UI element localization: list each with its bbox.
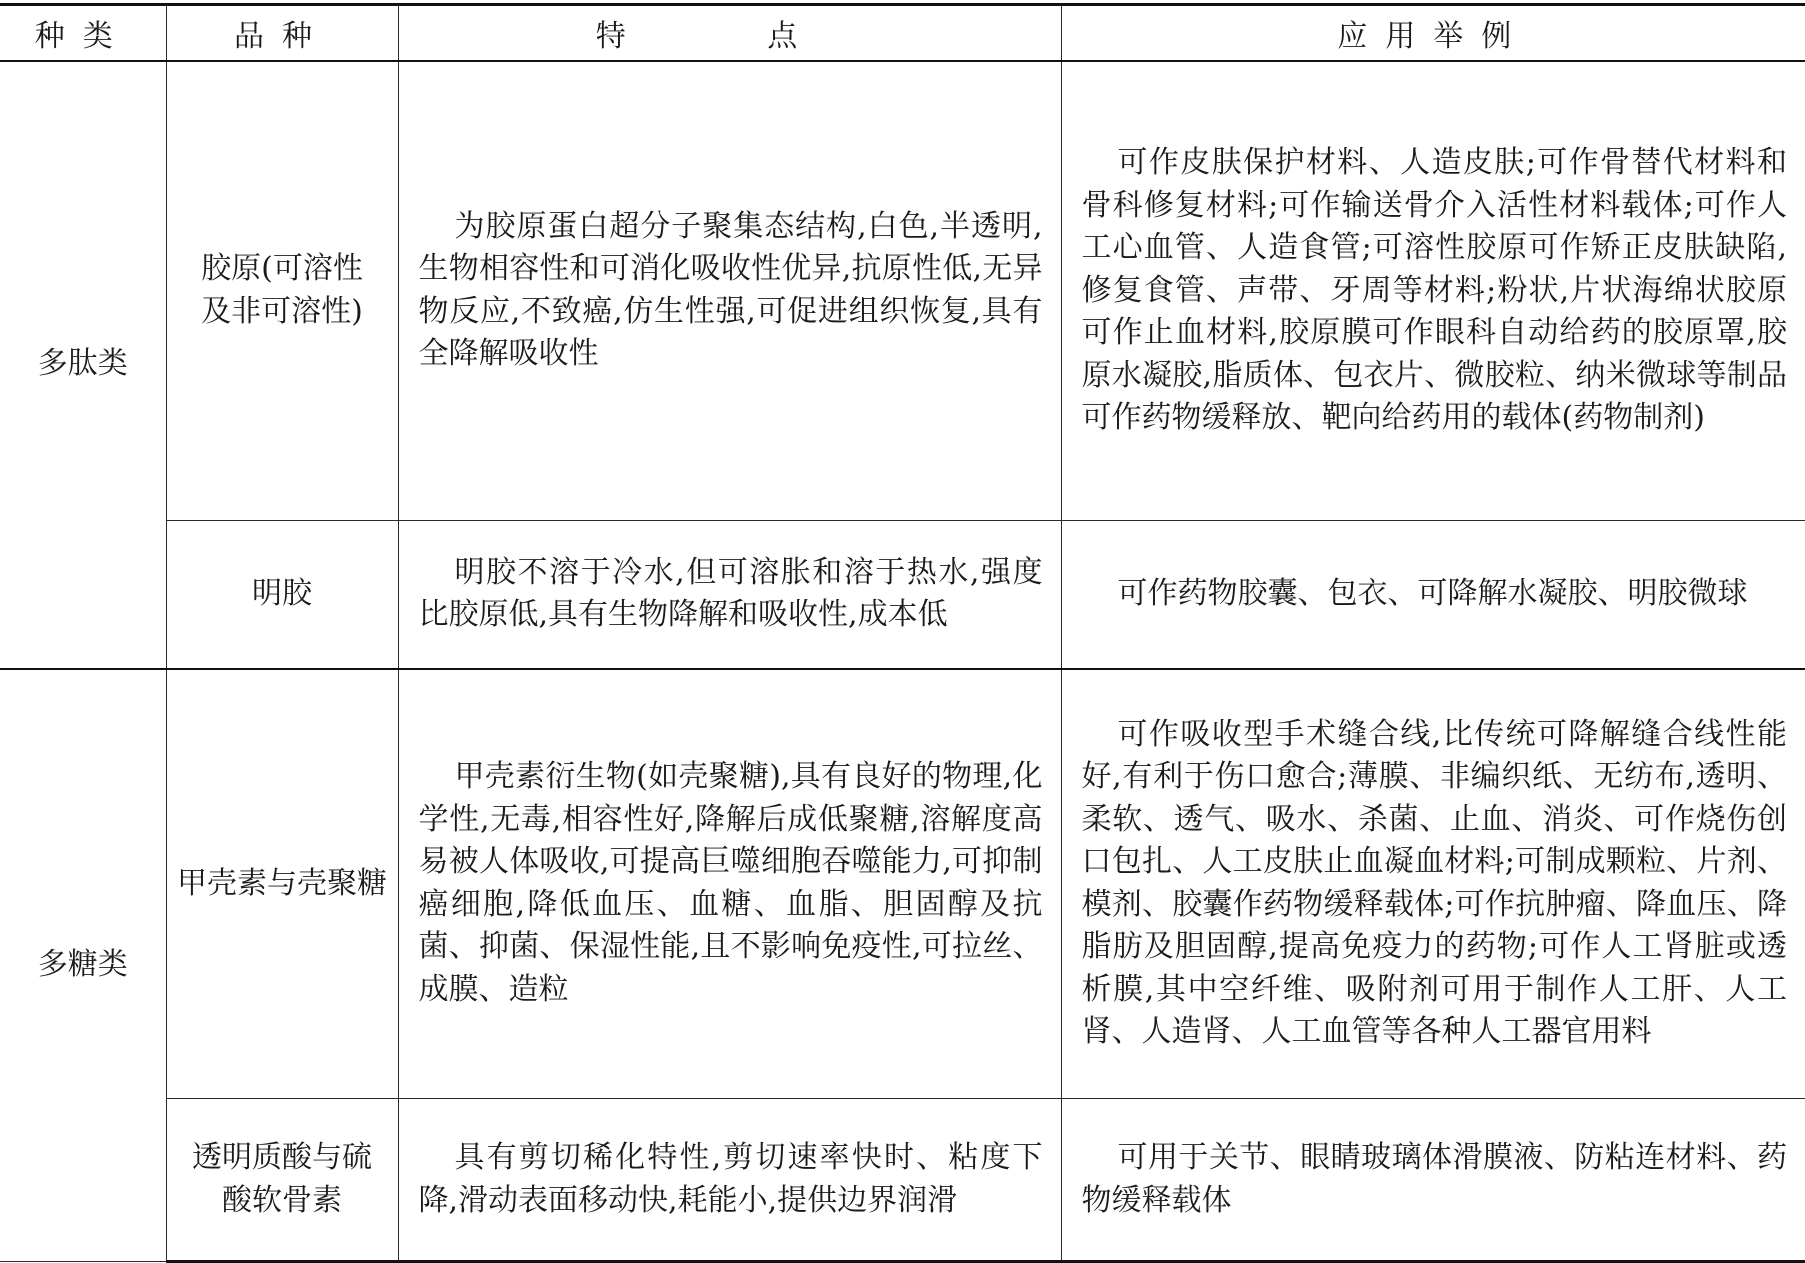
variety-cell: 明胶 [166,521,398,669]
table-row [0,1099,1805,1262]
features-cell [398,61,1061,521]
header-category: 种类 [0,5,166,61]
table-header [0,5,1805,61]
biomaterial-table [0,3,1805,1263]
variety-cell: 甲壳素与壳聚糖 [166,669,398,1099]
applications-text: 可作药物胶囊、包衣、可降解水凝胶、明胶微球 [1117,576,1748,611]
features-text: 具有剪切稀化特性,剪切速率快时、粘度下降,滑动表面移动快,耗能小,提供边界润滑 [418,1140,1043,1218]
applications-cell [1061,1099,1805,1262]
features-text: 明胶不溶于冷水,但可溶胀和溶于热水,强度比胶原低,具有生物降解和吸收性,成本低 [418,554,1043,633]
header-features: 特 点 [398,5,1061,61]
category-cell: 多肽类 [0,61,166,669]
features-cell [398,669,1061,1099]
variety-text: 胶原(可溶性及非可溶性) [201,251,363,329]
table-row [0,61,1805,521]
applications-cell [1061,521,1805,669]
table-row [0,521,1805,669]
category-cell: 多糖类 [0,669,166,1262]
variety-cell [166,61,398,521]
header-variety: 品种 [166,5,398,61]
page [0,3,1805,1218]
features-text: 甲壳素衍生物(如壳聚糖),具有良好的物理,化学性,无毒,相容性好,降解后成低聚糖,溶解度高易被人体吸收,可提高巨噬细胞吞噬能力,可抑制癌细胞,降低血压、血糖、血脂、胆固醇及抗菌、抑菌、保湿性能,且不影响免疫性,可拉丝、成膜、造粒 [418,759,1043,1007]
header-row [0,5,1805,61]
applications-text: 可用于关节、眼睛玻璃体滑膜液、防粘连材料、药物缓释载体 [1081,1140,1787,1218]
variety-cell [166,1099,398,1262]
applications-text: 可作皮肤保护材料、人造皮肤;可作骨替代材料和骨科修复材料;可作输送骨介入活性材料载体;可作人工心血管、人造食管;可溶性胶原可作矫正皮肤缺陷,修复食管、声带、牙周等材料;粉状,片状海绵状胶原可作止血材料,胶原膜可作眼科自动给药的胶原罩,胶原水凝胶,脂质体、包衣片、微胶粒、纳米微球等制品可作药物缓释放、靶向给药用的载体(药物制剂) [1081,145,1787,435]
features-cell [398,521,1061,669]
applications-text: 可作吸收型手术缝合线,比传统可降解缝合线性能好,有利于伤口愈合;薄膜、非编织纸、无纺布,透明、柔软、透气、吸水、杀菌、止血、消炎、可作烧伤创口包扎、人工皮肤止血凝血材料;可制成颗粒、片剂、模剂、胶囊作药物缓释载体;可作抗肿瘤、降血压、降脂肪及胆固醇,提高免疫力的药物;可作人工肾脏或透析膜,其中空纤维、吸附剂可用于制作人工肝、人工肾、人造肾、人工血管等各种人工器官用料 [1081,716,1787,1050]
applications-cell [1061,669,1805,1099]
table-body [0,61,1805,1262]
variety-text: 透明质酸与硫酸软骨素 [192,1140,372,1218]
features-cell [398,1099,1061,1262]
applications-cell [1061,61,1805,521]
features-text: 为胶原蛋白超分子聚集态结构,白色,半透明,生物相容性和可消化吸收性优异,抗原性低,无异物反应,不致癌,仿生性强,可促进组织恢复,具有全降解吸收性 [418,208,1043,372]
header-applications: 应用举例 [1061,5,1805,61]
table-row [0,669,1805,1099]
